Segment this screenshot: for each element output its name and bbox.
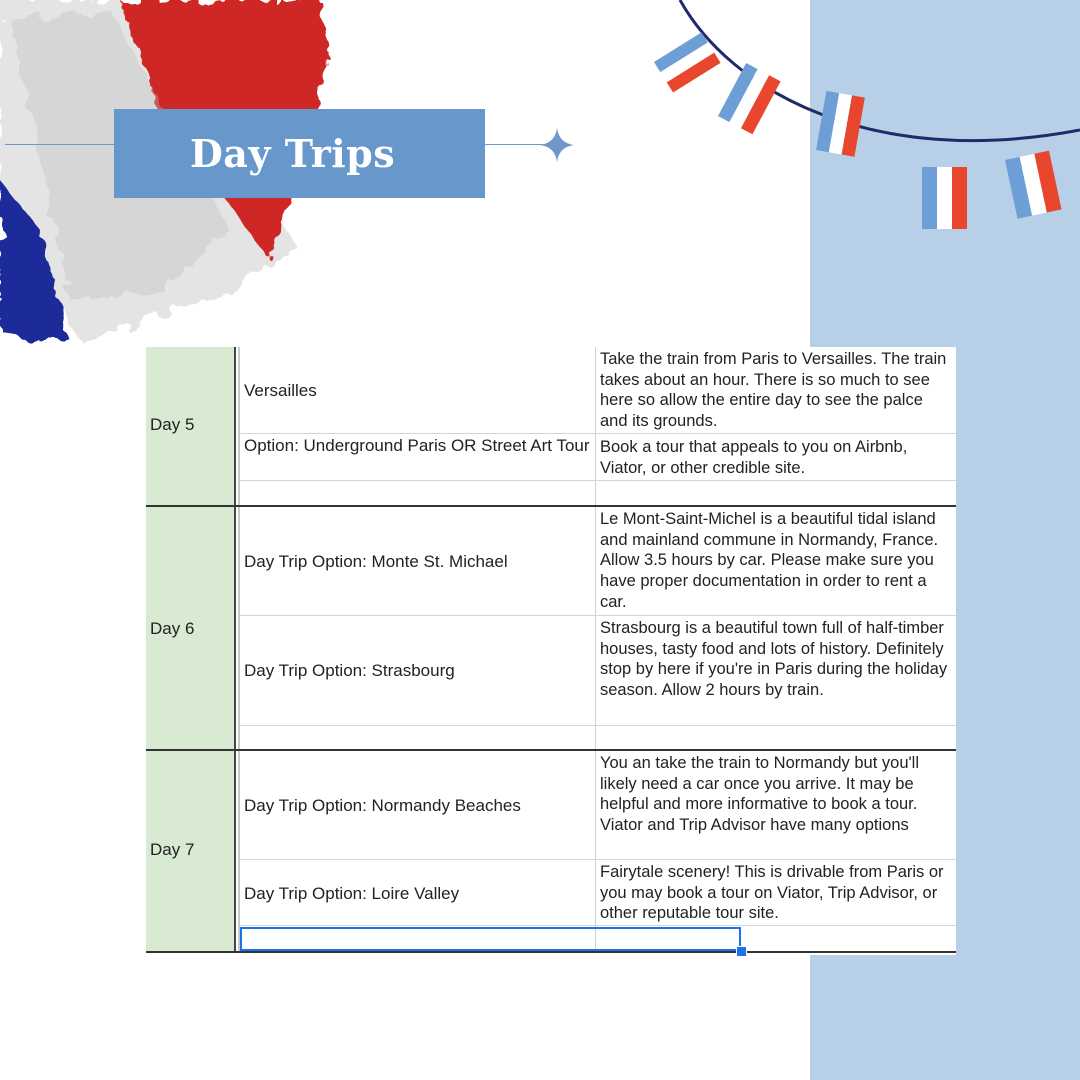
notes-cell[interactable]: You an take the train to Normandy but you'll likely need a car once you arrive. It may be helpful and more informative to book a tour. Viator and Trip Advisor have many options: [600, 754, 919, 835]
notes-cell[interactable]: Strasbourg is a beautiful town full of half-timber houses, tasty food and lots of history. Definitely stop by here if you're in Paris during the holiday season. Allow 2 hours by train.: [600, 619, 948, 700]
notes-cell[interactable]: Le Mont-Saint-Michel is a beautiful tidal island and mainland commune in Normandy, France. Allow 3.5 hours by car. Please make sure you have proper documentation in order to rent a car.: [600, 510, 939, 611]
title-line-right: [485, 144, 543, 145]
activity-text: Day Trip Option: Monte St. Michael: [244, 551, 508, 571]
title-banner: [114, 109, 485, 198]
column-divider-light: [238, 347, 240, 953]
title-line-left: [5, 144, 117, 145]
activity-text: Day Trip Option: Strasbourg: [244, 660, 455, 680]
day-label-5[interactable]: Day 5: [150, 415, 195, 434]
activity-text: Option: Underground Paris OR Street Art Tour: [244, 436, 590, 455]
notes-cell[interactable]: Book a tour that appeals to you on Airbnb, Viator, or other credible site.: [600, 438, 908, 477]
row-separator: [240, 725, 956, 726]
day-separator: [146, 951, 956, 953]
column-divider: [234, 347, 236, 953]
day-column: [146, 347, 234, 953]
activity-text: Day Trip Option: Loire Valley: [244, 883, 460, 903]
activity-text: Versailles: [244, 380, 317, 400]
itinerary-spreadsheet: [146, 347, 956, 955]
activity-text: Day Trip Option: Normandy Beaches: [244, 795, 521, 815]
notes-cell[interactable]: Take the train from Paris to Versailles. The train takes about an hour. There is so much to see here so allow the entire day to see the palce and its grounds.: [600, 350, 947, 431]
page-title: Day Trips: [189, 131, 396, 176]
row-separator: [240, 433, 956, 434]
selected-cell[interactable]: [240, 927, 741, 951]
activity-cell[interactable]: [244, 435, 594, 479]
notes-cell[interactable]: Fairytale scenery! This is drivable from Paris or you may book a tour on Viator, Trip Advisor, or other reputable tour site.: [600, 863, 944, 923]
day-label-7[interactable]: Day 7: [150, 840, 195, 859]
french-bunting-decoration: [640, 0, 1080, 240]
day-label-6[interactable]: Day 6: [150, 619, 195, 638]
fill-handle[interactable]: [736, 946, 747, 957]
row-separator: [240, 480, 956, 481]
sparkle-icon: [540, 128, 574, 162]
